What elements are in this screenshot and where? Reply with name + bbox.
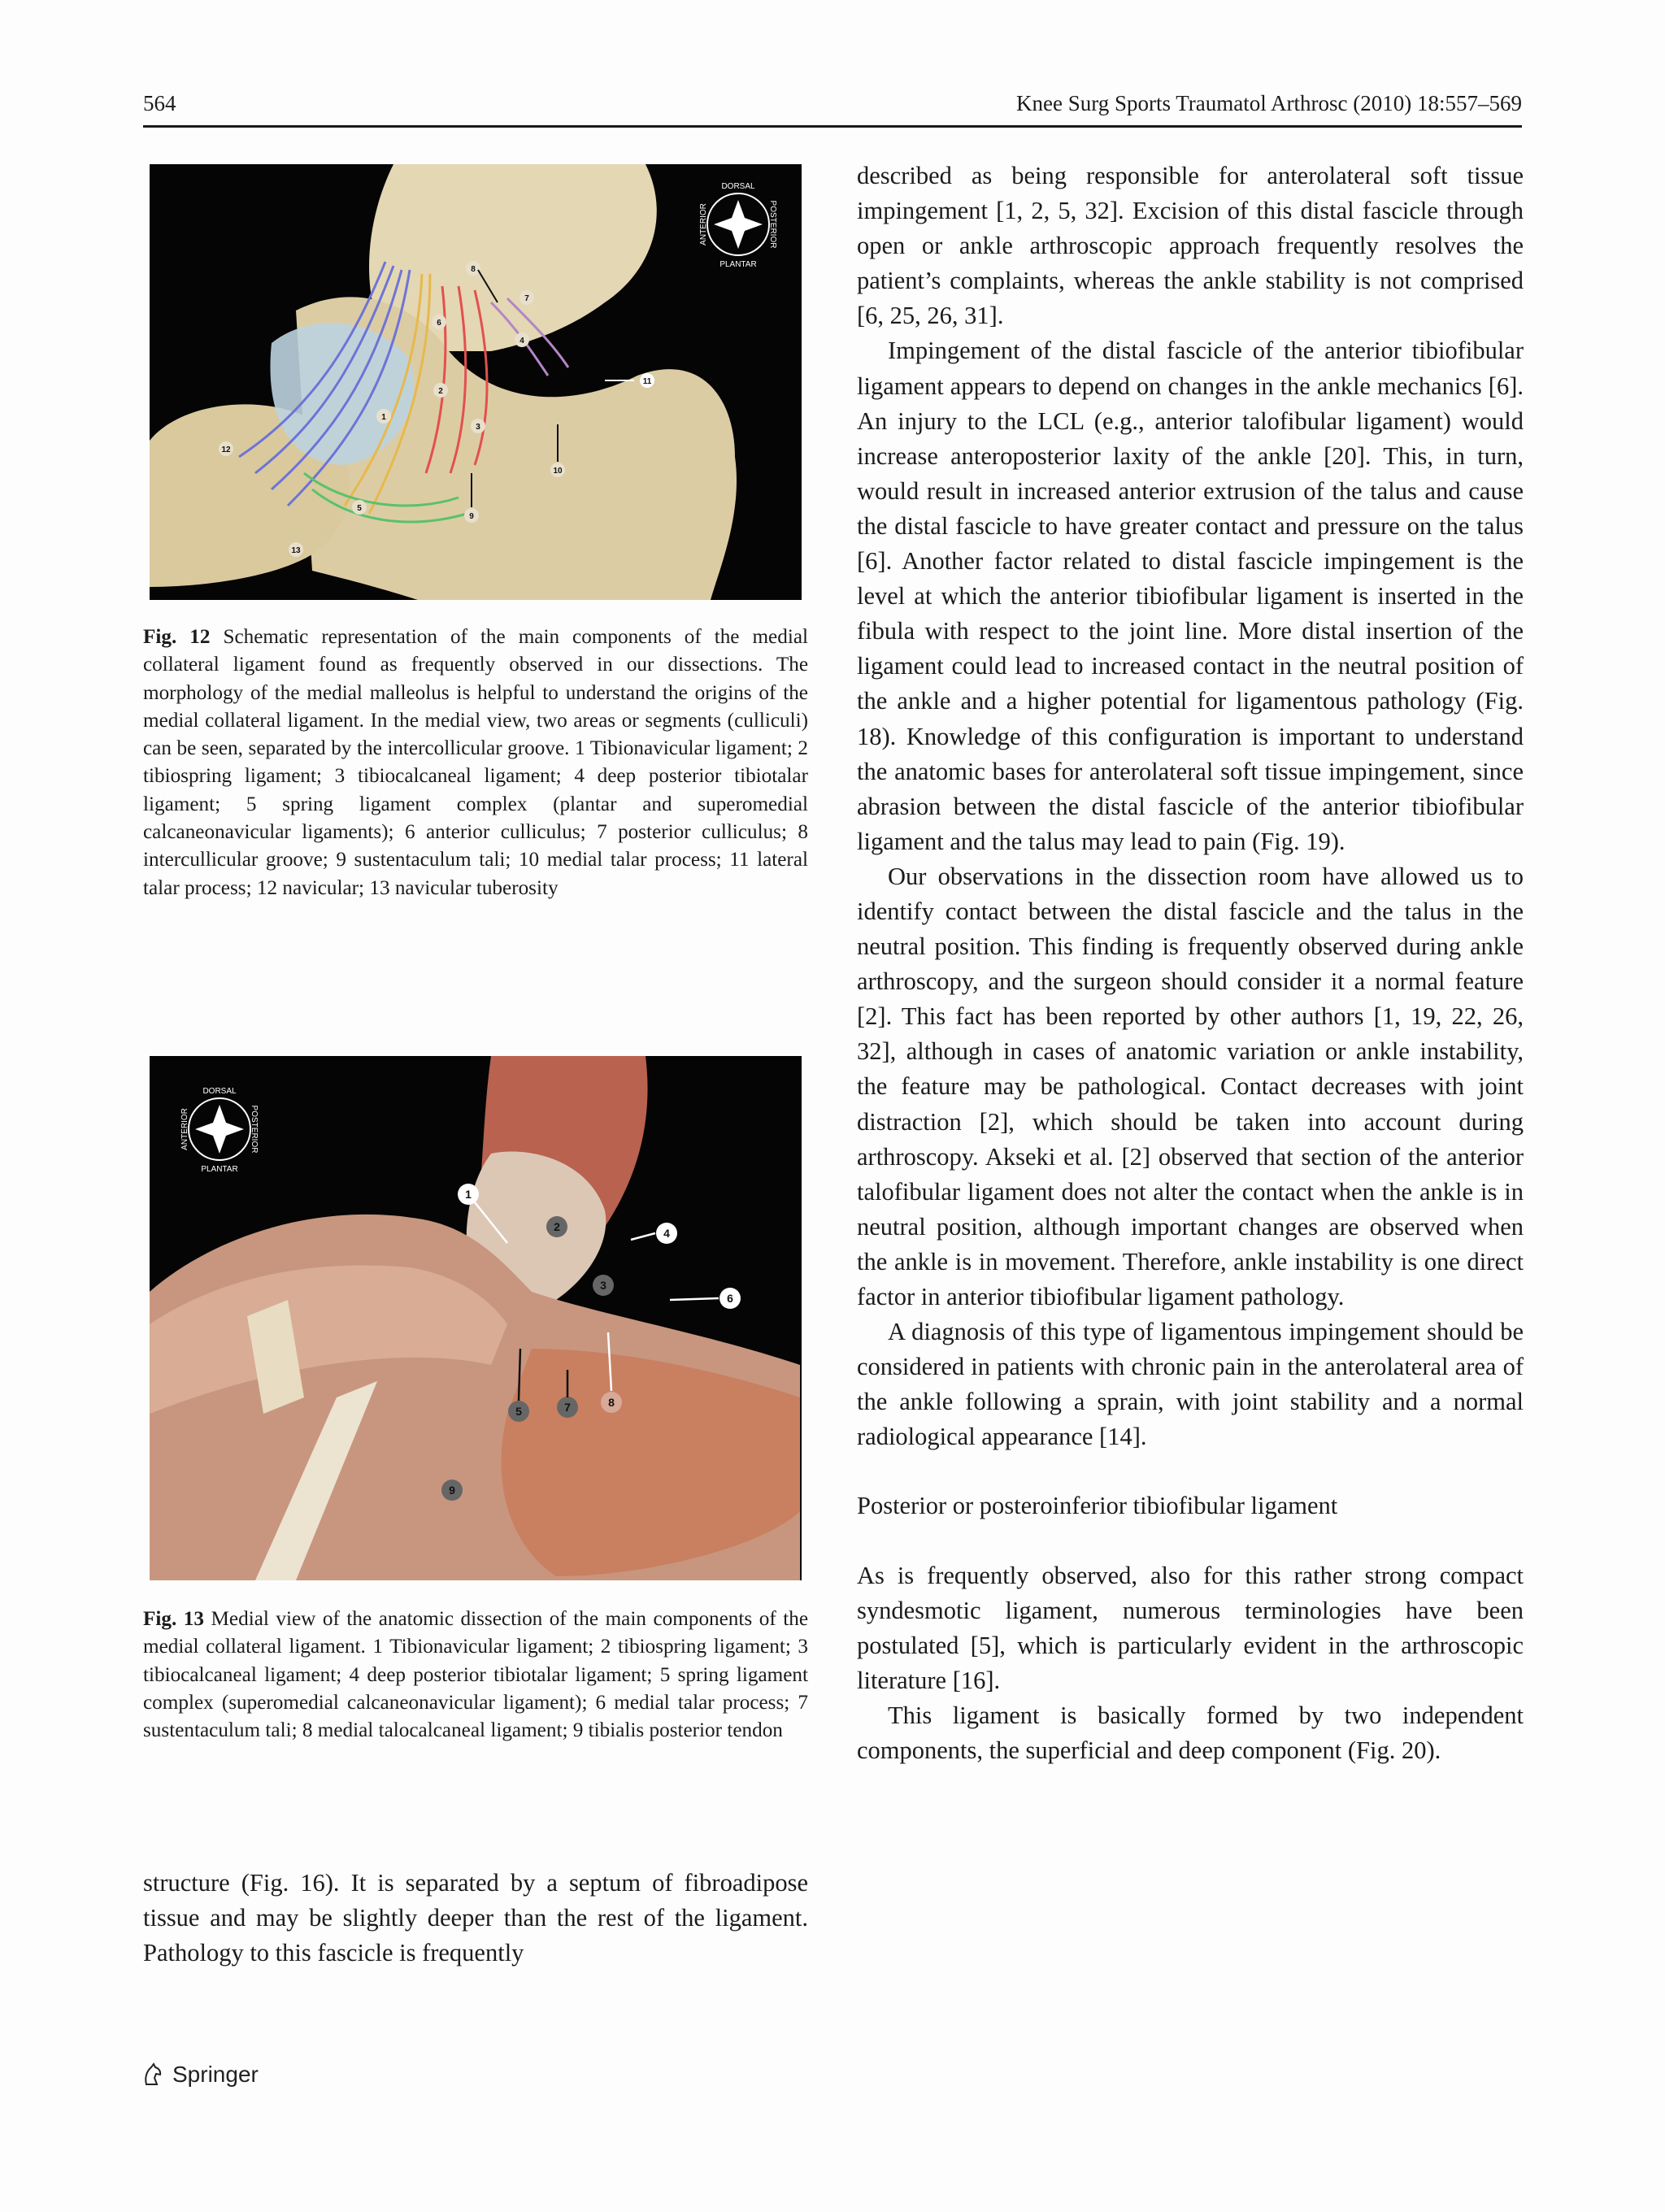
fig12-marker-12 xyxy=(219,441,233,456)
fig12-marker-6 xyxy=(432,315,446,329)
svg-text:3: 3 xyxy=(600,1279,606,1292)
svg-text:10: 10 xyxy=(553,467,563,476)
right-column-text xyxy=(857,159,1524,1768)
figure-13-caption-text: Medial view of the anatomic dissection of the main components of the medial collateral ligament. 1 Tibionavicular ligament; 2 tibiospring ligament; 3 tibiocalcaneal ligament; 4 deep posterior tibiotalar ligament; 5 spring ligament complex (superomedial calcaneonavicular ligament); 6 medial talar process; 7 sustentaculum tali; 8 medial talocalcaneal ligament; 9 tibialis posterior tendon xyxy=(143,1608,809,1742)
compass-plantar: PLANTAR xyxy=(719,260,757,269)
compass-posterior: POSTERIOR xyxy=(768,200,777,249)
left-paragraph: structure (Fig. 16). It is separated by a septum of fibroadipose tissue and may be slightly deeper than the rest of the ligament. Pathology to this fascicle is frequently xyxy=(143,1869,808,1966)
left-column-text xyxy=(143,1866,808,1971)
compass-plantar-2: PLANTAR xyxy=(201,1165,238,1174)
figure-12-caption xyxy=(143,624,808,902)
figure-12-illustration xyxy=(150,164,802,600)
svg-text:11: 11 xyxy=(642,377,652,386)
fig13-marker-3 xyxy=(593,1275,614,1296)
svg-text:1: 1 xyxy=(465,1188,472,1201)
fig12-marker-2 xyxy=(433,383,448,398)
section-heading: Posterior or posteroinferior tibiofibular ligament xyxy=(857,1492,1338,1520)
svg-text:6: 6 xyxy=(437,319,441,328)
figure-13-caption xyxy=(143,1606,808,1745)
fig13-marker-6 xyxy=(719,1288,741,1309)
fig13-marker-9 xyxy=(441,1480,463,1501)
fig12-marker-11 xyxy=(640,373,654,388)
svg-text:7: 7 xyxy=(564,1401,571,1414)
compass-anterior: ANTERIOR xyxy=(699,203,708,246)
svg-text:9: 9 xyxy=(469,512,474,521)
fig12-marker-4 xyxy=(515,332,529,347)
page-number: 564 xyxy=(143,91,176,115)
svg-text:6: 6 xyxy=(727,1292,733,1305)
svg-text:5: 5 xyxy=(515,1405,522,1418)
springer-horse-icon xyxy=(138,2060,167,2089)
fig13-marker-1 xyxy=(458,1184,479,1205)
fig13-marker-2 xyxy=(546,1216,567,1237)
fig13-marker-8 xyxy=(601,1392,622,1413)
compass-dorsal-2: DORSAL xyxy=(202,1087,237,1096)
compass-posterior-2: POSTERIOR xyxy=(250,1105,259,1154)
svg-text:12: 12 xyxy=(221,445,231,454)
compass-dorsal: DORSAL xyxy=(721,182,755,191)
right-paragraph-6: This ligament is basically formed by two independent components, the superficial and deep component (Fig. 20). xyxy=(857,1701,1524,1765)
right-paragraph-3: Our observations in the dissection room have allowed us to identify contact between the distal fascicle and the talus in the neutral position. This finding is frequently observed during ankle arthroscopy, and the surgeon should consider it a normal feature [2]. This fact has been reported by other authors [1, 19, 22, 26, 32], although in cases of anatomic variation or ankle instability, the feature may be pathological. Contact decreases with joint distraction [2], which should be taken into account during arthroscopy. Akseki et al. [2] observed that section of the anterior talofibular ligament does not alter the contact when the ankle is in neutral position, although important changes are observed when the ankle is in movement. Therefore, ankle instability is one direct factor in anterior tibiofibular ligament pathology. xyxy=(857,862,1524,1310)
fig13-marker-4 xyxy=(656,1223,677,1244)
fig12-marker-8 xyxy=(466,261,480,276)
svg-text:13: 13 xyxy=(291,546,301,555)
fig13-marker-5 xyxy=(508,1401,529,1422)
svg-text:8: 8 xyxy=(471,265,476,274)
right-paragraph-1: described as being responsible for anterolateral soft tissue impingement [1, 2, 5, 32]. Excision of this distal fascicle through open or ankle arthroscopic approach frequently resolves the patient’s complaints, whereas the ankle stability is not comprised [6, 25, 26, 31]. xyxy=(857,162,1524,330)
svg-text:3: 3 xyxy=(476,423,480,432)
right-paragraph-5: As is frequently observed, also for this rather strong compact syndesmotic ligament, numerous terminologies have been postulated [5], which is particularly evident in the arthroscopic literature [16]. xyxy=(857,1561,1524,1694)
fig12-marker-10 xyxy=(550,463,565,477)
svg-text:2: 2 xyxy=(438,387,443,396)
figure-12-caption-label: Fig. 12 xyxy=(143,626,211,648)
svg-text:1: 1 xyxy=(381,413,386,422)
figure-13-caption-label: Fig. 13 xyxy=(143,1608,204,1630)
journal-citation: Knee Surg Sports Traumatol Arthrosc (2010) 18:557–569 xyxy=(1016,91,1522,115)
svg-text:7: 7 xyxy=(524,294,529,303)
fig12-marker-1 xyxy=(376,409,391,424)
svg-text:2: 2 xyxy=(554,1220,560,1233)
fig12-marker-7 xyxy=(519,290,534,305)
svg-text:9: 9 xyxy=(449,1484,455,1497)
right-paragraph-2: Impingement of the distal fascicle of the anterior tibiofibular ligament appears to depend on changes in the ankle mechanics [6]. An injury to the LCL (e.g., anterior talofibular ligament) would increase anteroposterior laxity of the ankle [20]. This, in turn, would result in increased anterior extrusion of the talus and cause the distal fascicle to have greater contact and pressure on the talus [6]. Another factor related to distal fascicle impingement is the level at which the anterior tibiofibular ligament is inserted in the fibula with respect to the joint line. More distal insertion of the ligament could lead to increased contact in the neutral position of the ankle and a higher potential for ligamentous pathology (Fig. 18). Knowledge of this configuration is important to understand the anatomic bases for anterolateral soft tissue impingement, since abrasion between the distal fascicle of the anterior tibiofibular ligament and the talus may lead to pain (Fig. 19). xyxy=(857,337,1524,855)
fig12-marker-9 xyxy=(464,508,479,523)
svg-text:4: 4 xyxy=(519,337,524,345)
fig13-marker-7 xyxy=(557,1397,578,1418)
svg-text:4: 4 xyxy=(663,1227,670,1240)
fig12-marker-13 xyxy=(289,542,303,557)
header-rule xyxy=(143,125,1522,128)
publisher-footer xyxy=(138,2060,259,2089)
right-paragraph-4: A diagnosis of this type of ligamentous impingement should be considered in patients with chronic pain in the anterolateral area of the ankle following a sprain, with joint stability and a normal radiological appearance [14]. xyxy=(857,1318,1524,1451)
svg-text:5: 5 xyxy=(357,504,362,513)
fig12-marker-5 xyxy=(352,500,367,515)
compass-anterior-2: ANTERIOR xyxy=(180,1108,189,1150)
fig12-marker-3 xyxy=(471,419,485,433)
figure-13-photo xyxy=(150,1056,802,1580)
figure-12-caption-text: Schematic representation of the main components of the medial collateral ligament found as frequently observed in our dissections. The morphology of the medial malleolus is helpful to understand the origins of the medial collateral ligament. In the medial view, two areas or segments (culliculi) can be seen, separated by the intercollicular groove. 1 Tibionavicular ligament; 2 tibiospring ligament; 3 tibiocalcaneal ligament; 4 deep posterior tibiotalar ligament; 5 spring ligament complex (plantar and superomedial calcaneonavicular ligaments); 6 anterior culliculus; 7 posterior culliculus; 8 intercullicular groove; 9 sustentaculum tali; 10 medial talar process; 11 lateral talar process; 12 navicular; 13 navicular tuberosity xyxy=(143,626,808,899)
publisher-name: Springer xyxy=(172,2062,259,2087)
svg-text:8: 8 xyxy=(608,1396,615,1409)
